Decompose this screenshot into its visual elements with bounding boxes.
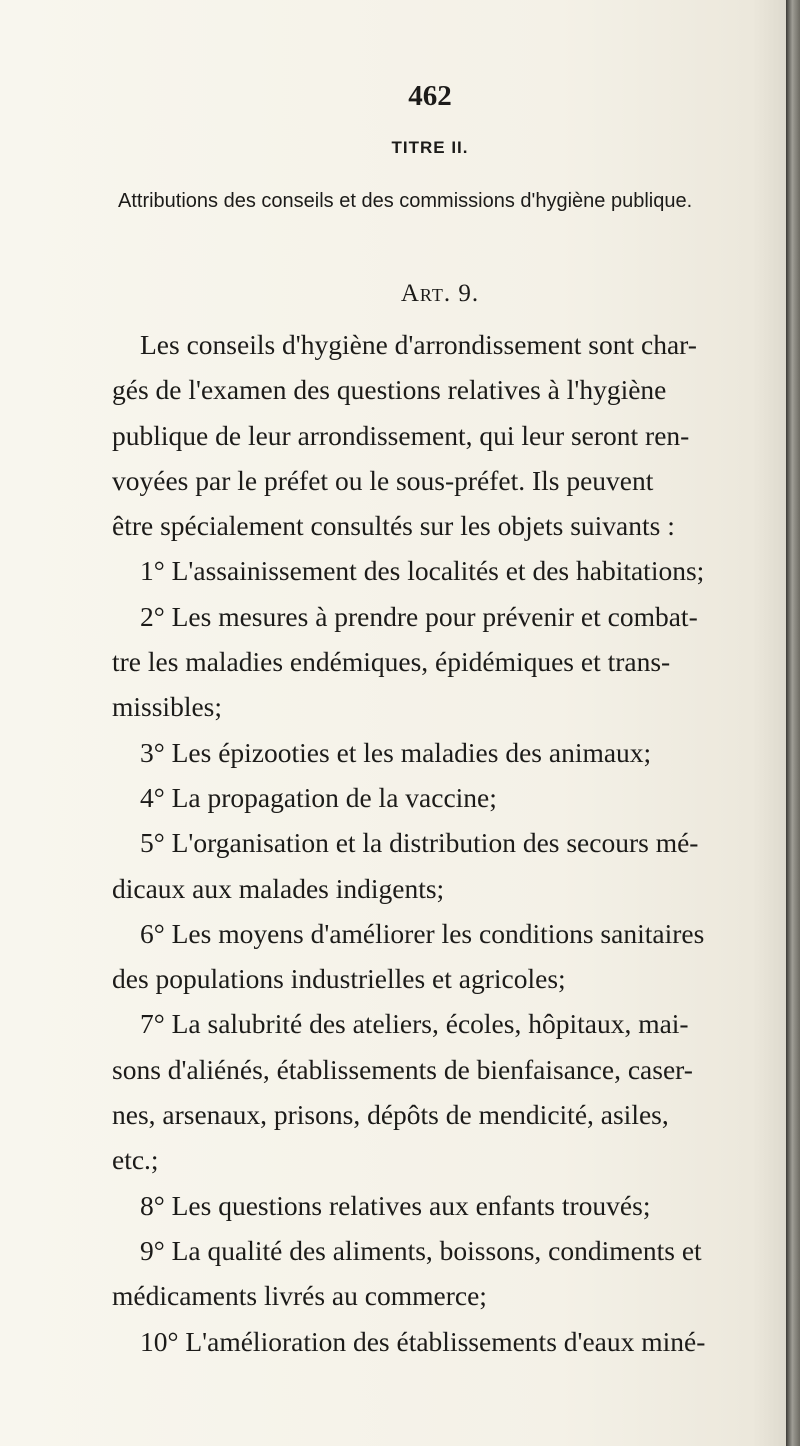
text-line: publique de leur arrondissement, qui leur seront ren- — [112, 419, 690, 451]
text-line: gés de l'examen des questions relatives à l'hygiène — [112, 374, 667, 406]
text-line: nes, arsenaux, prisons, dépôts de mendicité, asiles, — [112, 1099, 669, 1131]
article-heading: Art. 9. — [400, 280, 480, 307]
section-subtitle: Attributions des conseils et des commissions d'hygiène publique. — [118, 190, 693, 212]
text-line: 3° Les épizooties et les maladies des animaux; — [140, 736, 652, 768]
text-line: 5° L'organisation et la distribution des secours mé- — [140, 827, 699, 859]
text-line: sons d'aliénés, établissements de bienfaisance, caser- — [112, 1053, 693, 1085]
text-line: 2° Les mesures à prendre pour prévenir et combat- — [140, 600, 698, 632]
text-line: 9° La qualité des aliments, boissons, condiments et — [140, 1234, 702, 1266]
article-body — [112, 322, 762, 1364]
text-line: tre les maladies endémiques, épidémiques et trans- — [112, 646, 671, 678]
text-line: 7° La salubrité des ateliers, écoles, hôpitaux, mai- — [140, 1008, 689, 1040]
text-line: 10° L'amélioration des établissements d'eaux miné- — [140, 1325, 706, 1357]
text-line: Les conseils d'hygiène d'arrondissement sont char- — [140, 329, 697, 360]
text-line: 6° Les moyens d'améliorer les conditions sanitaires — [140, 917, 705, 949]
text-line: des populations industrielles et agricoles; — [112, 963, 566, 995]
text-line: voyées par le préfet ou le sous-préfet. Ils peuvent — [112, 464, 654, 496]
page-edge — [786, 0, 800, 1446]
text-line: être spécialement consultés sur les objets suivants : — [112, 510, 675, 542]
text-line: 8° Les questions relatives aux enfants trouvés; — [140, 1189, 651, 1221]
text-line: etc.; — [112, 1144, 159, 1176]
text-line: médicaments livrés au commerce; — [112, 1280, 487, 1312]
text-line: 1° L'assainissement des localités et des habitations; — [140, 555, 705, 587]
text-line: 4° La propagation de la vaccine; — [140, 781, 497, 813]
text-line: missibles; — [112, 691, 223, 723]
page-number: 462 — [408, 80, 452, 112]
text-line: dicaux aux malades indigents; — [112, 872, 445, 904]
section-title: TITRE II. — [391, 138, 469, 157]
